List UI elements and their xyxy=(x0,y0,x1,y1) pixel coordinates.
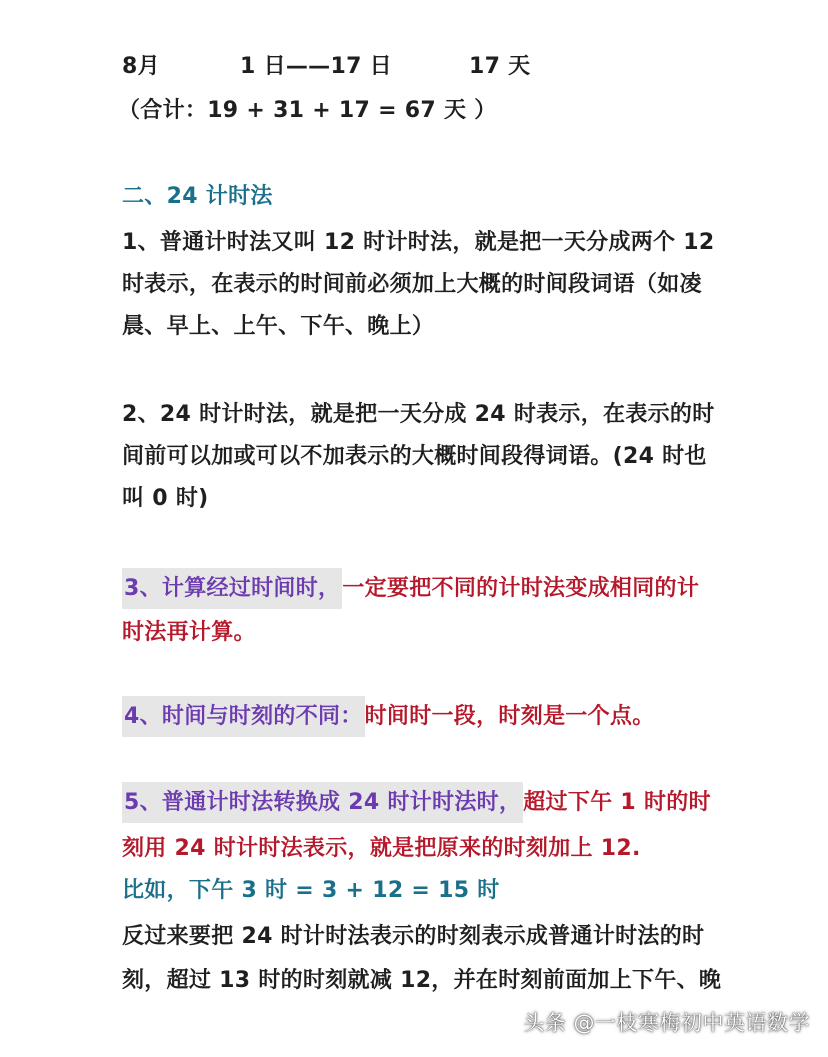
p1-line2: 时表示，在表示的时间前必须加上大概的时间段词语（如凌 xyxy=(122,272,702,297)
p2-line2: 间前可以加或可以不加表示的大概时间段得词语。(24 时也 xyxy=(122,444,707,469)
p6-line1: 反过来要把 24 时计时法表示的时刻表示成普通计时法的时 xyxy=(122,924,705,949)
p2-line1: 2、24 时计时法，就是把一天分成 24 时表示，在表示的时 xyxy=(122,402,715,427)
date-row-range: 1 日——17 日 xyxy=(240,54,392,79)
p1-line1: 1、普通计时法又叫 12 时计时法，就是把一天分成两个 12 xyxy=(122,230,715,255)
p4-highlight-label: 4、时间与时刻的不同： xyxy=(122,696,365,737)
p3-line2: 时法再计算。 xyxy=(122,620,256,645)
p3-line1 xyxy=(122,574,699,604)
p6-line2: 刻，超过 13 时的时刻就减 12，并在时刻前面加上下午、晚 xyxy=(122,968,722,993)
p5-line1 xyxy=(122,788,711,818)
watermark: 头条 @一枝寒梅初中英语数学 xyxy=(523,1011,810,1035)
date-row-days: 17 天 xyxy=(469,54,531,79)
p4-line1 xyxy=(122,702,655,732)
p5-highlight-label: 5、普通计时法转换成 24 时计时法时， xyxy=(122,782,523,823)
section-title: 二、24 计时法 xyxy=(122,184,273,209)
p5-emphasis: 超过下午 1 时的时 xyxy=(523,790,711,815)
p3-highlight-label: 3、计算经过时间时， xyxy=(122,568,342,609)
date-row xyxy=(122,52,722,82)
p3-emphasis: 一定要把不同的计时法变成相同的计 xyxy=(342,576,700,601)
p5-line2: 刻用 24 时计时法表示，就是把原来的时刻加上 12. xyxy=(122,836,641,861)
p2-line3: 叫 0 时) xyxy=(122,486,209,511)
example-line: 比如，下午 3 时 = 3 + 12 = 15 时 xyxy=(122,878,500,903)
total-line: （合计：19 + 31 + 17 = 67 天 ） xyxy=(118,98,497,123)
p1-line3: 晨、早上、上午、下午、晚上） xyxy=(122,314,435,339)
date-row-month: 8月 xyxy=(122,54,160,79)
p4-emphasis: 时间时一段，时刻是一个点。 xyxy=(364,704,655,729)
